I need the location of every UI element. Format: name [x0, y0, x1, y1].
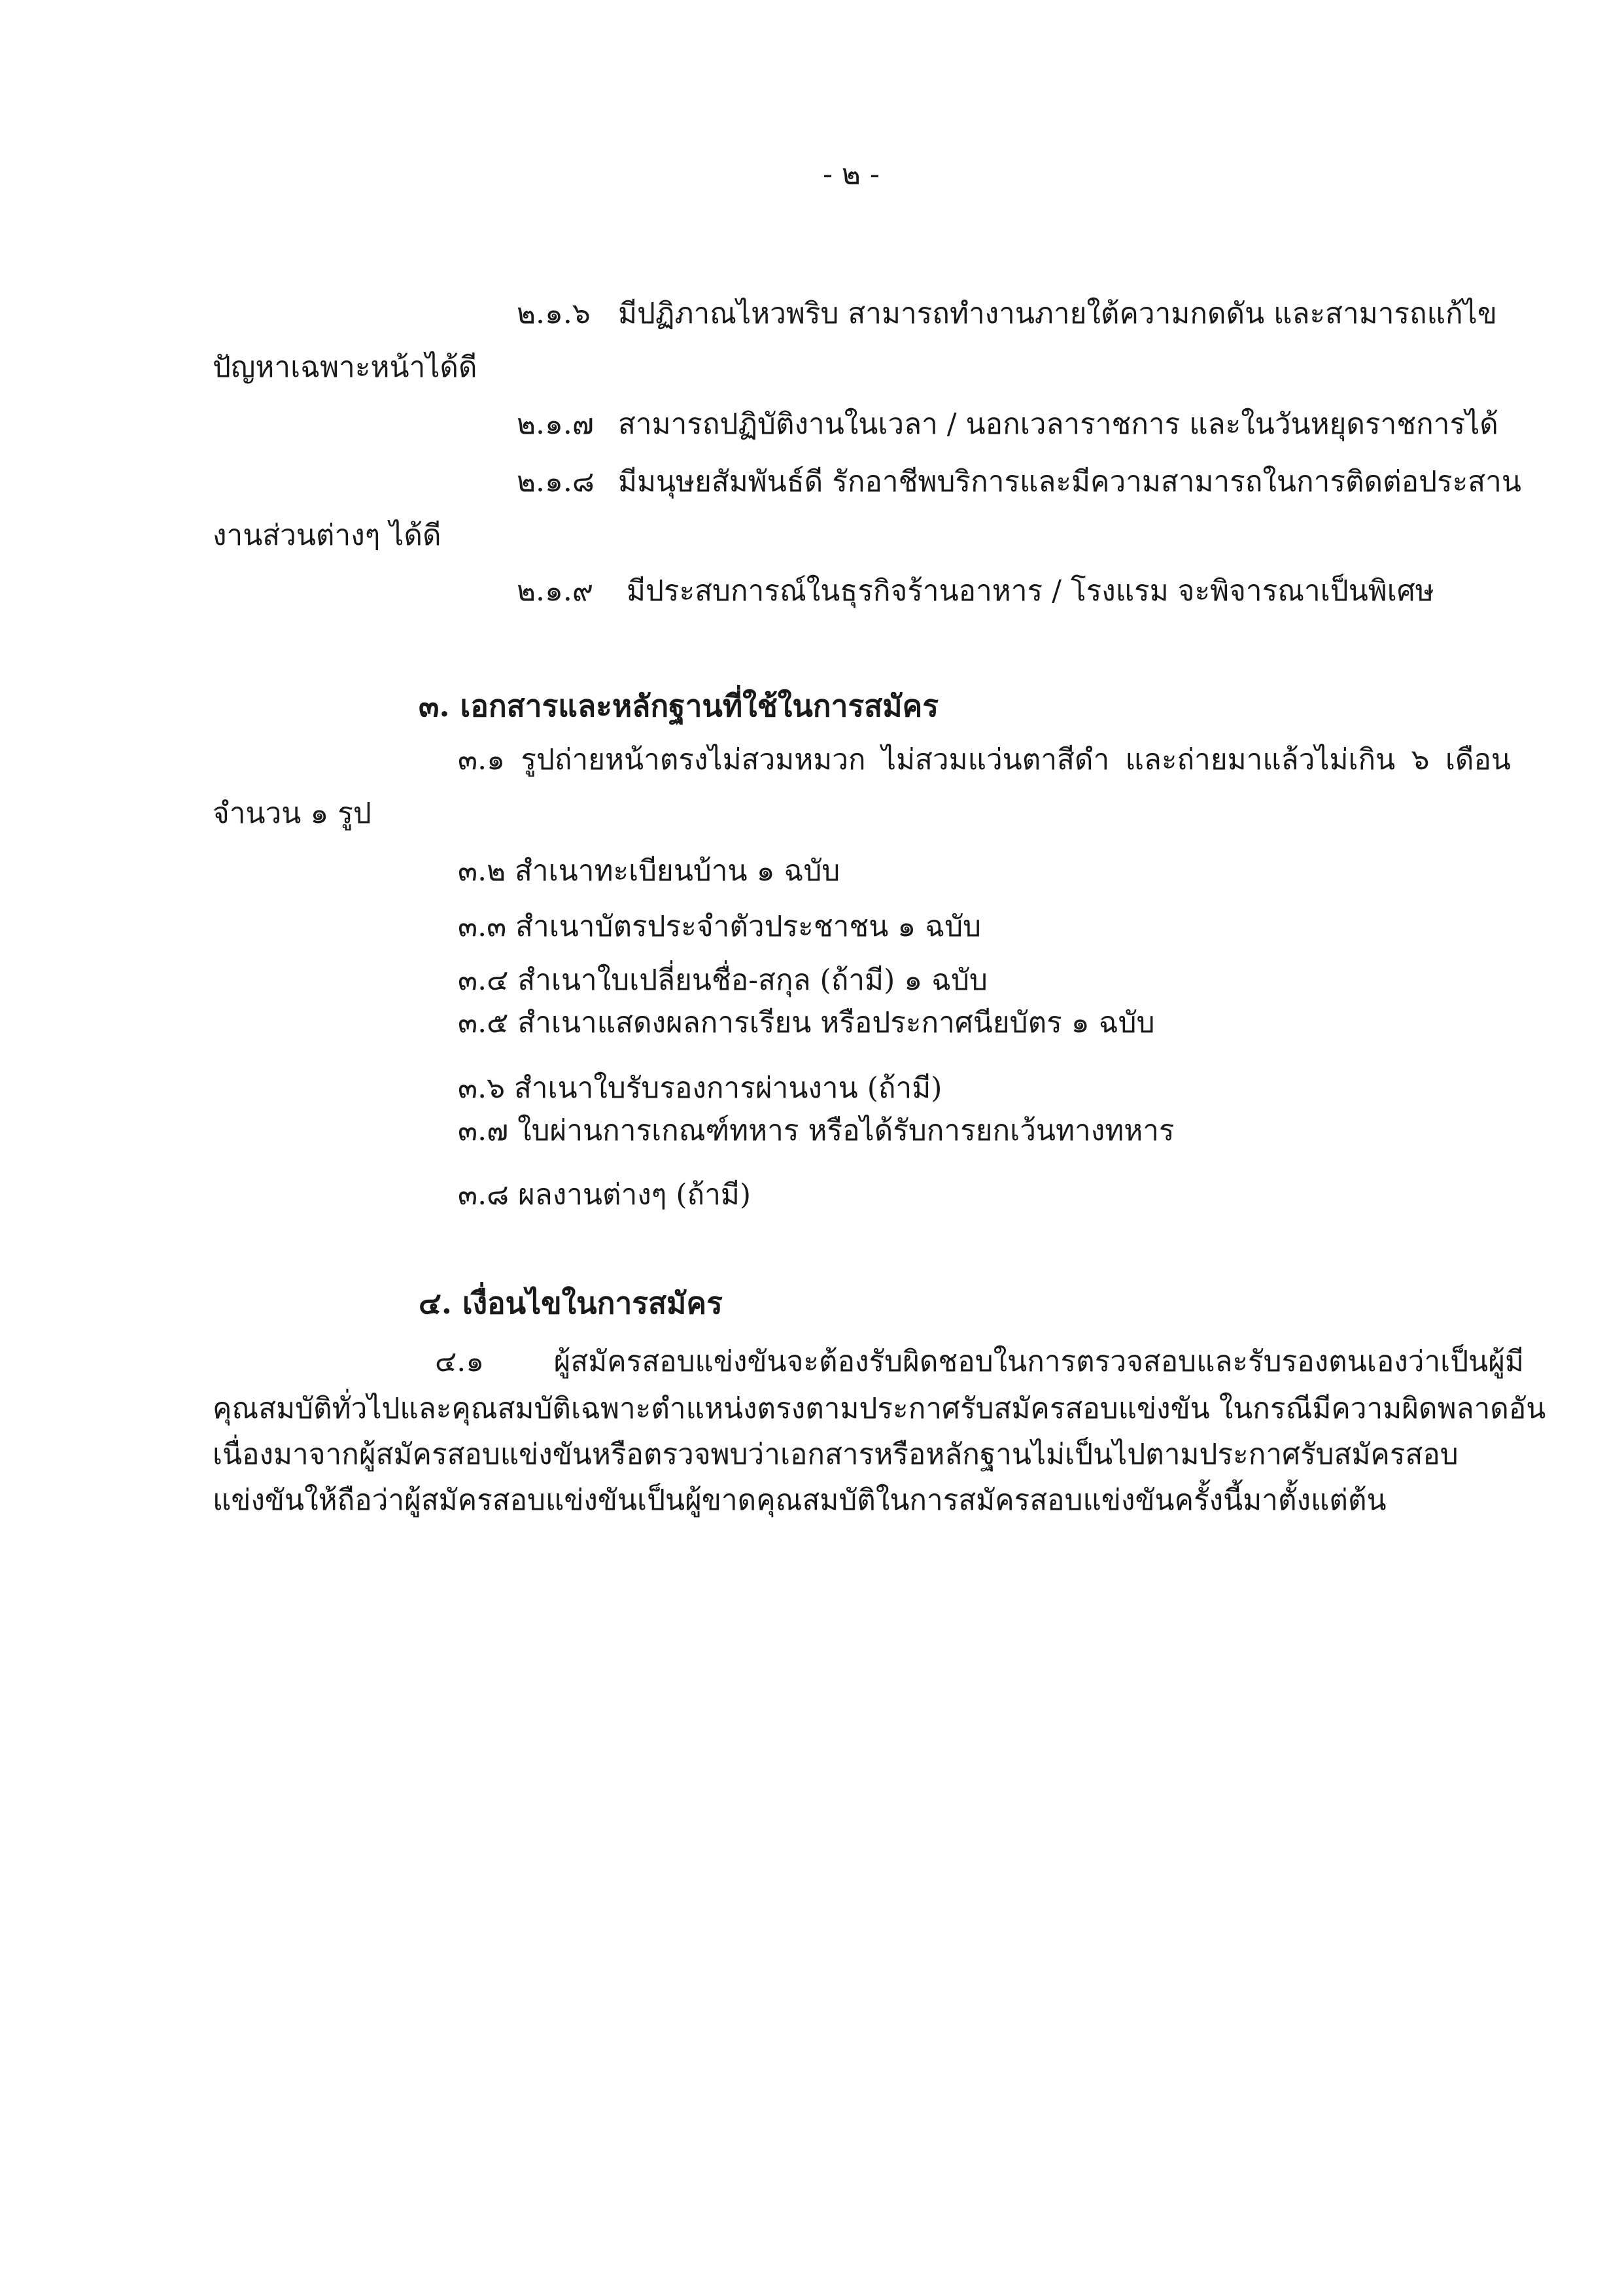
- item-3-2: ๓.๒ สำเนาทะเบียนบ้าน ๑ ฉบับ: [458, 854, 840, 888]
- item-number: ๒.๑.๖: [517, 297, 591, 330]
- item-text-continued: ปัญหาเฉพาะหน้าได้ดี: [213, 351, 477, 384]
- item-number: ๒.๑.๗: [517, 408, 594, 441]
- paragraph-line: แข่งขันให้ถือว่าผู้สมัครสอบแข่งขันเป็นผู้ขาดคุณสมบัติในการสมัครสอบแข่งขันครั้งนี้มาตั้งแต่ต้น: [213, 1484, 1387, 1517]
- item-text: มีประสบการณ์ในธุรกิจร้านอาหาร / โรงแรม จะพิจารณาเป็นพิเศษ: [627, 574, 1434, 608]
- paragraph-line: คุณสมบัติทั่วไปและคุณสมบัติเฉพาะตำแหน่งตรงตามประกาศรับสมัครสอบแข่งขัน ในกรณีมีความผิดพลาดอัน: [213, 1392, 1546, 1425]
- section-4-heading: ๔. เงื่อนไขในการสมัคร: [419, 1285, 723, 1321]
- item-3-6: ๓.๖ สำเนาใบรับรองการผ่านงาน (ถ้ามี): [458, 1071, 942, 1105]
- page-number: - ๒ -: [823, 158, 880, 191]
- item-3-7: ๓.๗ ใบผ่านการเกณฑ์ทหาร หรือได้รับการยกเว้นทางทหาร: [458, 1114, 1175, 1147]
- item-number: ๒.๑.๙: [517, 574, 594, 608]
- item-text-continued: จำนวน ๑ รูป: [213, 797, 371, 830]
- item-3-3: ๓.๓ สำเนาบัตรประจำตัวประชาชน ๑ ฉบับ: [458, 910, 982, 943]
- paragraph-line: เนื่องมาจากผู้สมัครสอบแข่งขันหรือตรวจพบว่าเอกสารหรือหลักฐานไม่เป็นไปตามประกาศรับสมัครสอบ: [213, 1438, 1459, 1471]
- item-text: มีปฏิภาณไหวพริบ สามารถทำงานภายใต้ความกดดัน และสามารถแก้ไข: [618, 297, 1497, 330]
- item-text: ๓.๑ รูปถ่ายหน้าตรงไม่สวมหมวก ไม่สวมแว่นตาสีดำ และถ่ายมาแล้วไม่เกิน ๖ เดือน: [458, 743, 1511, 776]
- item-3-5: ๓.๕ สำเนาแสดงผลการเรียน หรือประกาศนียบัตร ๑ ฉบับ: [458, 1006, 1155, 1039]
- paragraph-line: ๔.๑ ผู้สมัครสอบแข่งขันจะต้องรับผิดชอบในการตรวจสอบและรับรองตนเองว่าเป็นผู้มี: [435, 1345, 1524, 1378]
- item-number: ๒.๑.๘: [517, 465, 595, 498]
- item-text-continued: งานส่วนต่างๆ ได้ดี: [213, 519, 441, 552]
- item-3-8: ๓.๘ ผลงานต่างๆ (ถ้ามี): [458, 1178, 752, 1211]
- section-3-heading: ๓. เอกสารและหลักฐานที่ใช้ในการสมัคร: [419, 688, 939, 723]
- item-text: มีมนุษยสัมพันธ์ดี รักอาชีพบริการและมีความสามารถในการติดต่อประสาน: [618, 465, 1521, 498]
- item-text: สามารถปฏิบัติงานในเวลา / นอกเวลาราชการ และในวันหยุดราชการได้: [618, 408, 1498, 441]
- item-3-4: ๓.๔ สำเนาใบเปลี่ยนชื่อ-สกุล (ถ้ามี) ๑ ฉบับ: [458, 964, 988, 997]
